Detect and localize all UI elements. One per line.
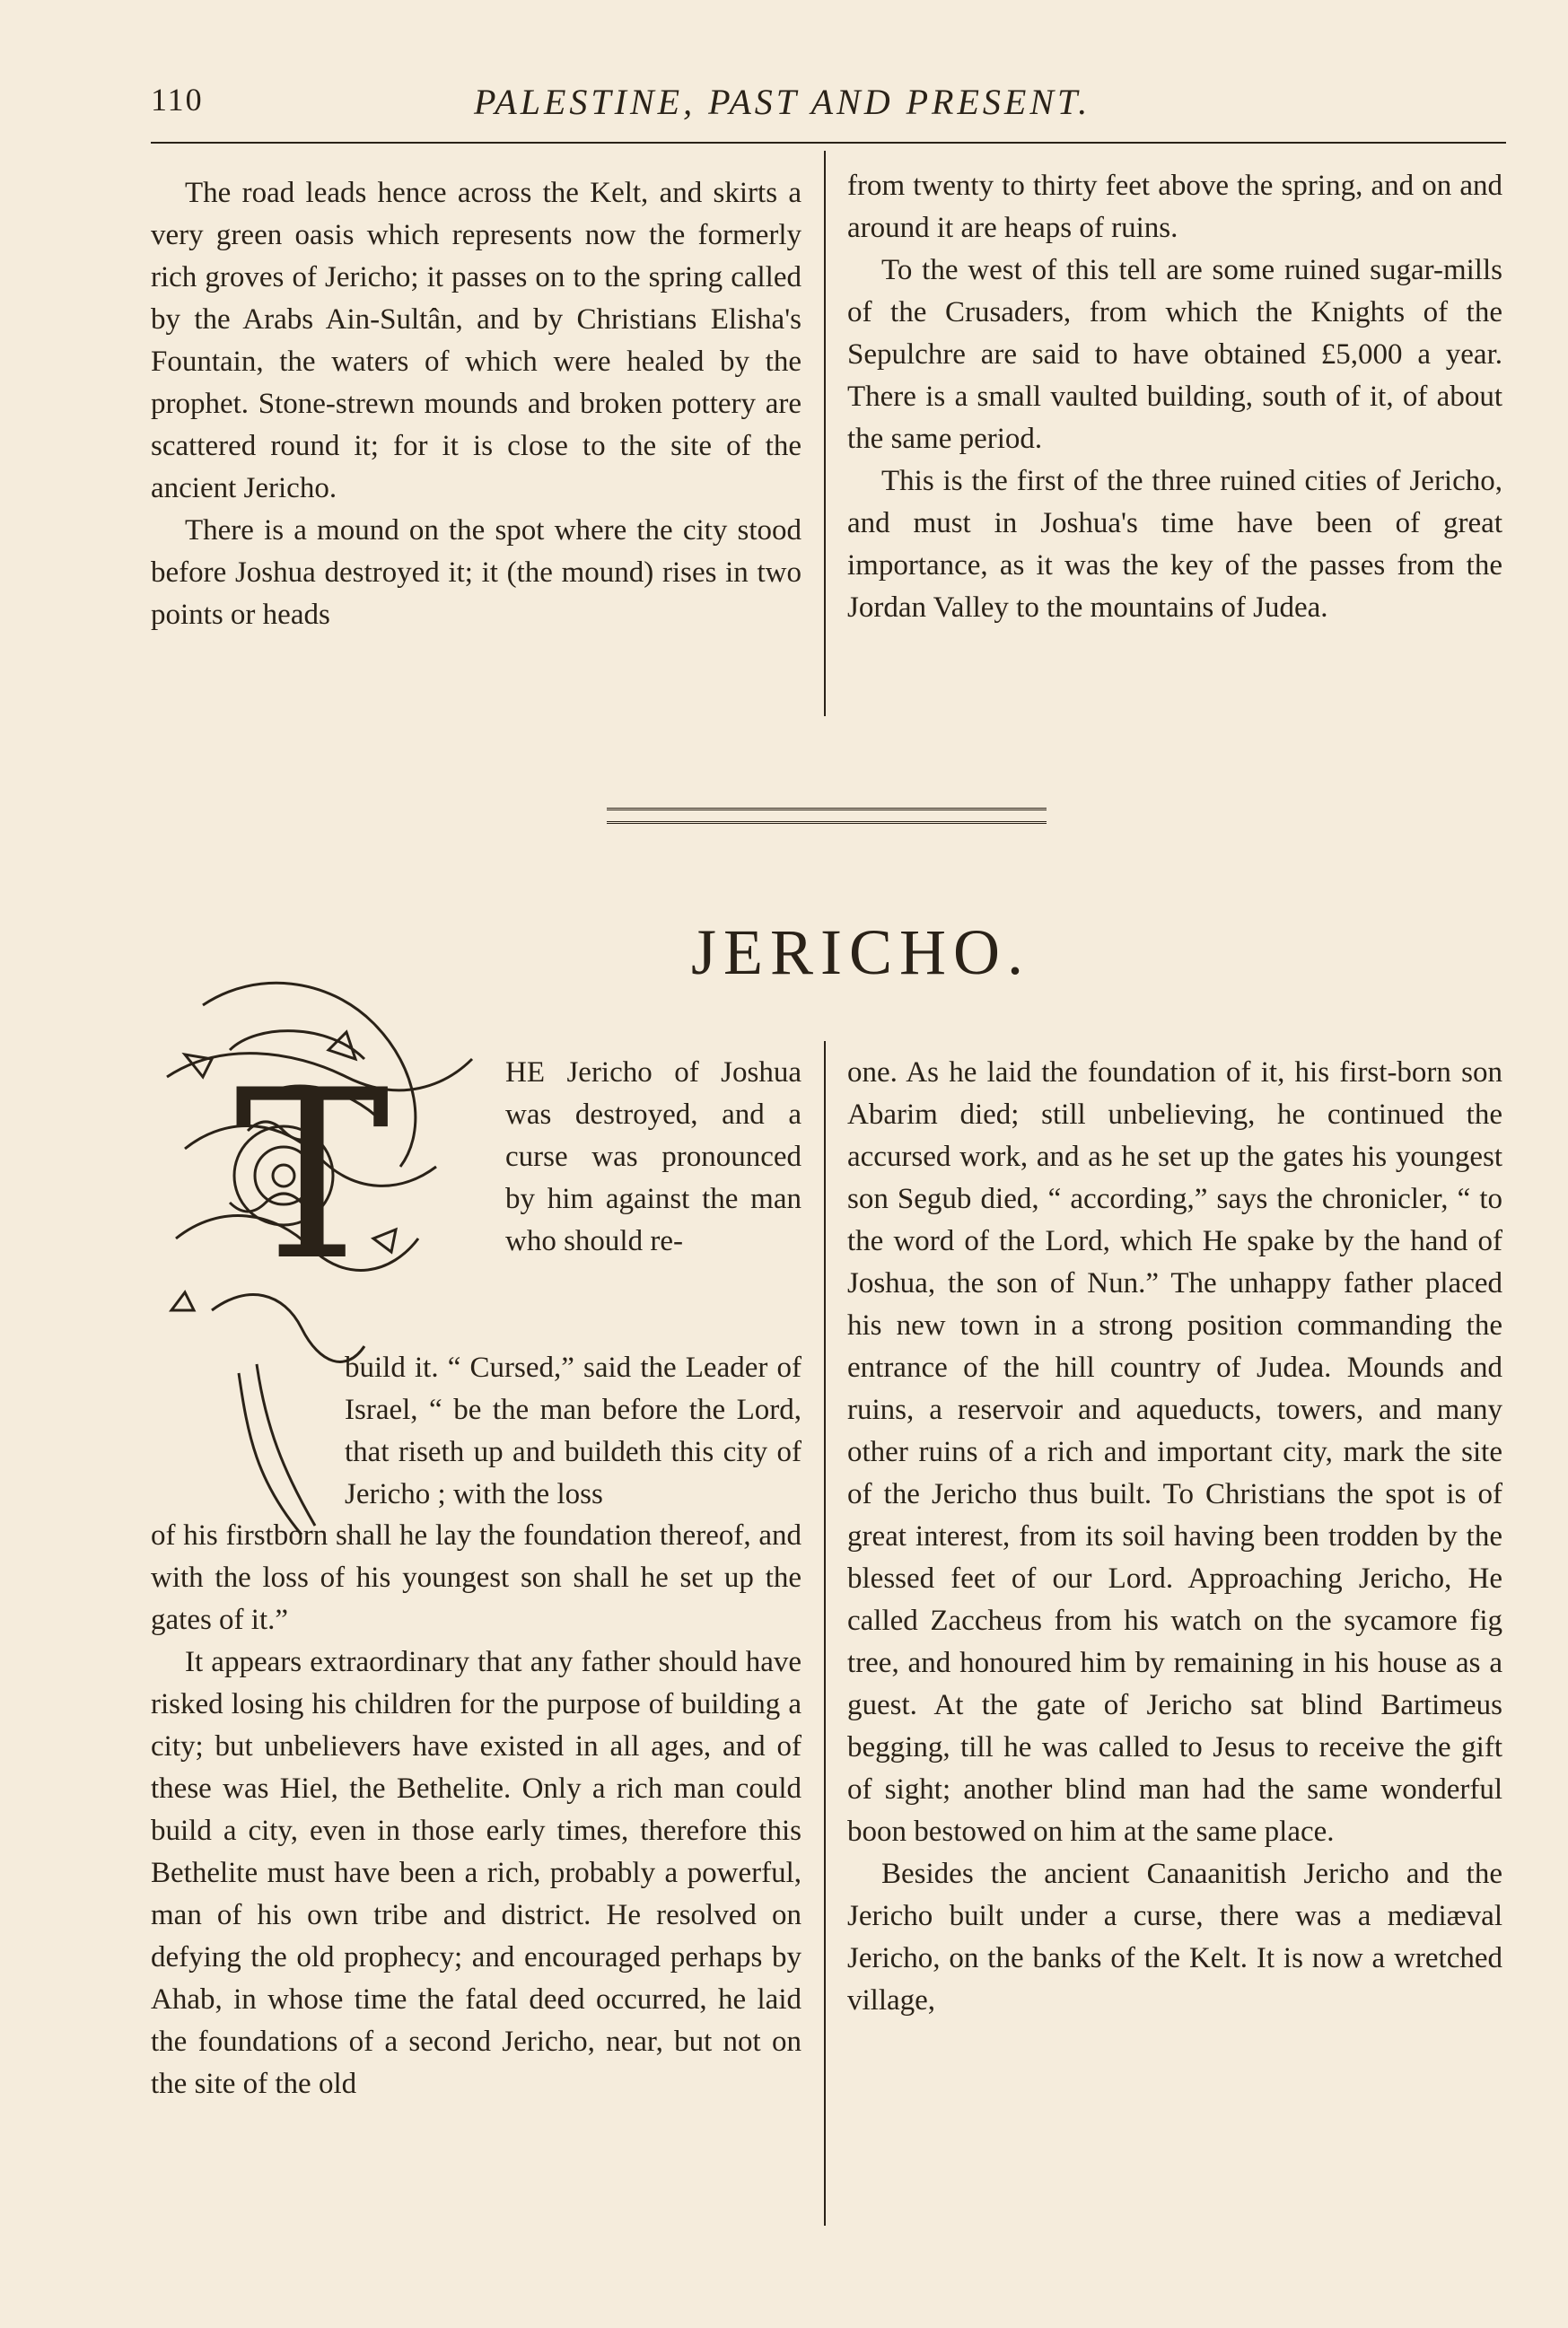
header-rule (151, 142, 1506, 144)
paragraph: Besides the ancient Canaanitish Jericho and the Jericho built under a curse, there was a mediæval Jericho, on the banks of the Kelt. It is now a wretched village, (847, 1858, 1502, 2017)
dropcap-letter: T (234, 1041, 390, 1312)
paragraph: To the west of this tell are some ruined sugar-mills of the Crusaders, from which the Knights of the Sepulchre are said to have obtained £5,000 a year. There is a small vaulted building, south of it, of about the same period. (847, 254, 1502, 455)
paragraph: There is a mound on the spot where the city stood before Joshua destroyed it; it (the mound) rises in two points or heads (151, 514, 802, 631)
paragraph: It appears extraordinary that any father should have risked losing his children for the purpose of building a city; but unbelievers have existed in all ages, and of these was Hiel, the Bethelite. Only a rich man could build a city, even in those early times, therefore this Bethelite must have been a rich, probably a powerful, man of his own tribe and district. He resolved on defying the old prophecy; and encouraged perhaps by Ahab, in whose time the fatal deed occurred, he laid the foundations of a second Jericho, near, but not on the site of the old (151, 1646, 802, 2100)
dropcap-adjacent-text-b (345, 1347, 802, 1516)
section-break-rule (607, 808, 1047, 824)
paragraph: The road leads hence across the Kelt, and skirts a very green oasis which represents now the formerly rich groves of Jericho; it passes on to the spring called by the Arabs Ain-Sultân, and by Christians Elisha's Fountain, the waters of which were healed by the prophet. Stone-strewn mounds and broken pottery are scattered round it; for it is close to the site of the ancient Jericho. (151, 177, 802, 504)
paragraph: from twenty to thirty feet above the spring, and on and around it are heaps of ruins. (847, 170, 1502, 244)
running-title: PALESTINE, PAST AND PRESENT. (474, 82, 1091, 122)
paragraph: of his firstborn shall he lay the foundation thereof, and with the loss of his youngest son shall he set up the gates of it.” (151, 1519, 802, 1636)
page-header (151, 81, 1506, 129)
paragraph: HE Jericho of Joshua was destroyed, and a curse was pronounced by him against the man who should re- (505, 1056, 802, 1257)
page-number: 110 (151, 82, 204, 118)
top-right-column (847, 165, 1502, 629)
paragraph: This is the first of the three ruined cities of Jericho, and must in Joshua's time have been of great importance, as it was the key of the passes from the Jordan Valley to the mountains of Judea. (847, 465, 1502, 624)
chapter-right-column (847, 1052, 1502, 2022)
column-divider (824, 151, 826, 716)
paragraph: build it. “ Cursed,” said the Leader of Israel, “ be the man before the Lord, that riseth up and buildeth this city of Jericho ; with the loss (345, 1352, 802, 1510)
column-divider (824, 1041, 826, 2226)
top-left-column (151, 172, 802, 636)
dropcap-adjacent-text-a (505, 1052, 802, 1263)
chapter-title: JERICHO. (691, 916, 1031, 988)
chapter-left-column (151, 1515, 802, 2105)
paragraph: one. As he laid the foundation of it, his first-born son Abarim died; still unbelieving, he continued the accursed work, and as he set up the gates his youngest son Segub died, “ according,” says the chronicler, “ to the word of the Lord, which He spake by the hand of Joshua, the son of Nun.” The unhappy father placed his new town in a strong position commanding the entrance of the hill country of Judea. Mounds and ruins, a reservoir and aqueducts, towers, and many other ruins of a rich and important city, mark the site of the Jericho thus built. To Christians the spot is of great interest, from its soil having been trodden by the blessed feet of our Lord. Approaching Jericho, He called Zaccheus from his watch on the sycamore fig tree, and honoured him by remaining in his house as a guest. At the gate of Jericho sat blind Bartimeus begging, till he was called to Jesus to receive the gift of sight; another blind man had the same wonderful boon bestowed on him at the same place. (847, 1056, 1502, 1848)
